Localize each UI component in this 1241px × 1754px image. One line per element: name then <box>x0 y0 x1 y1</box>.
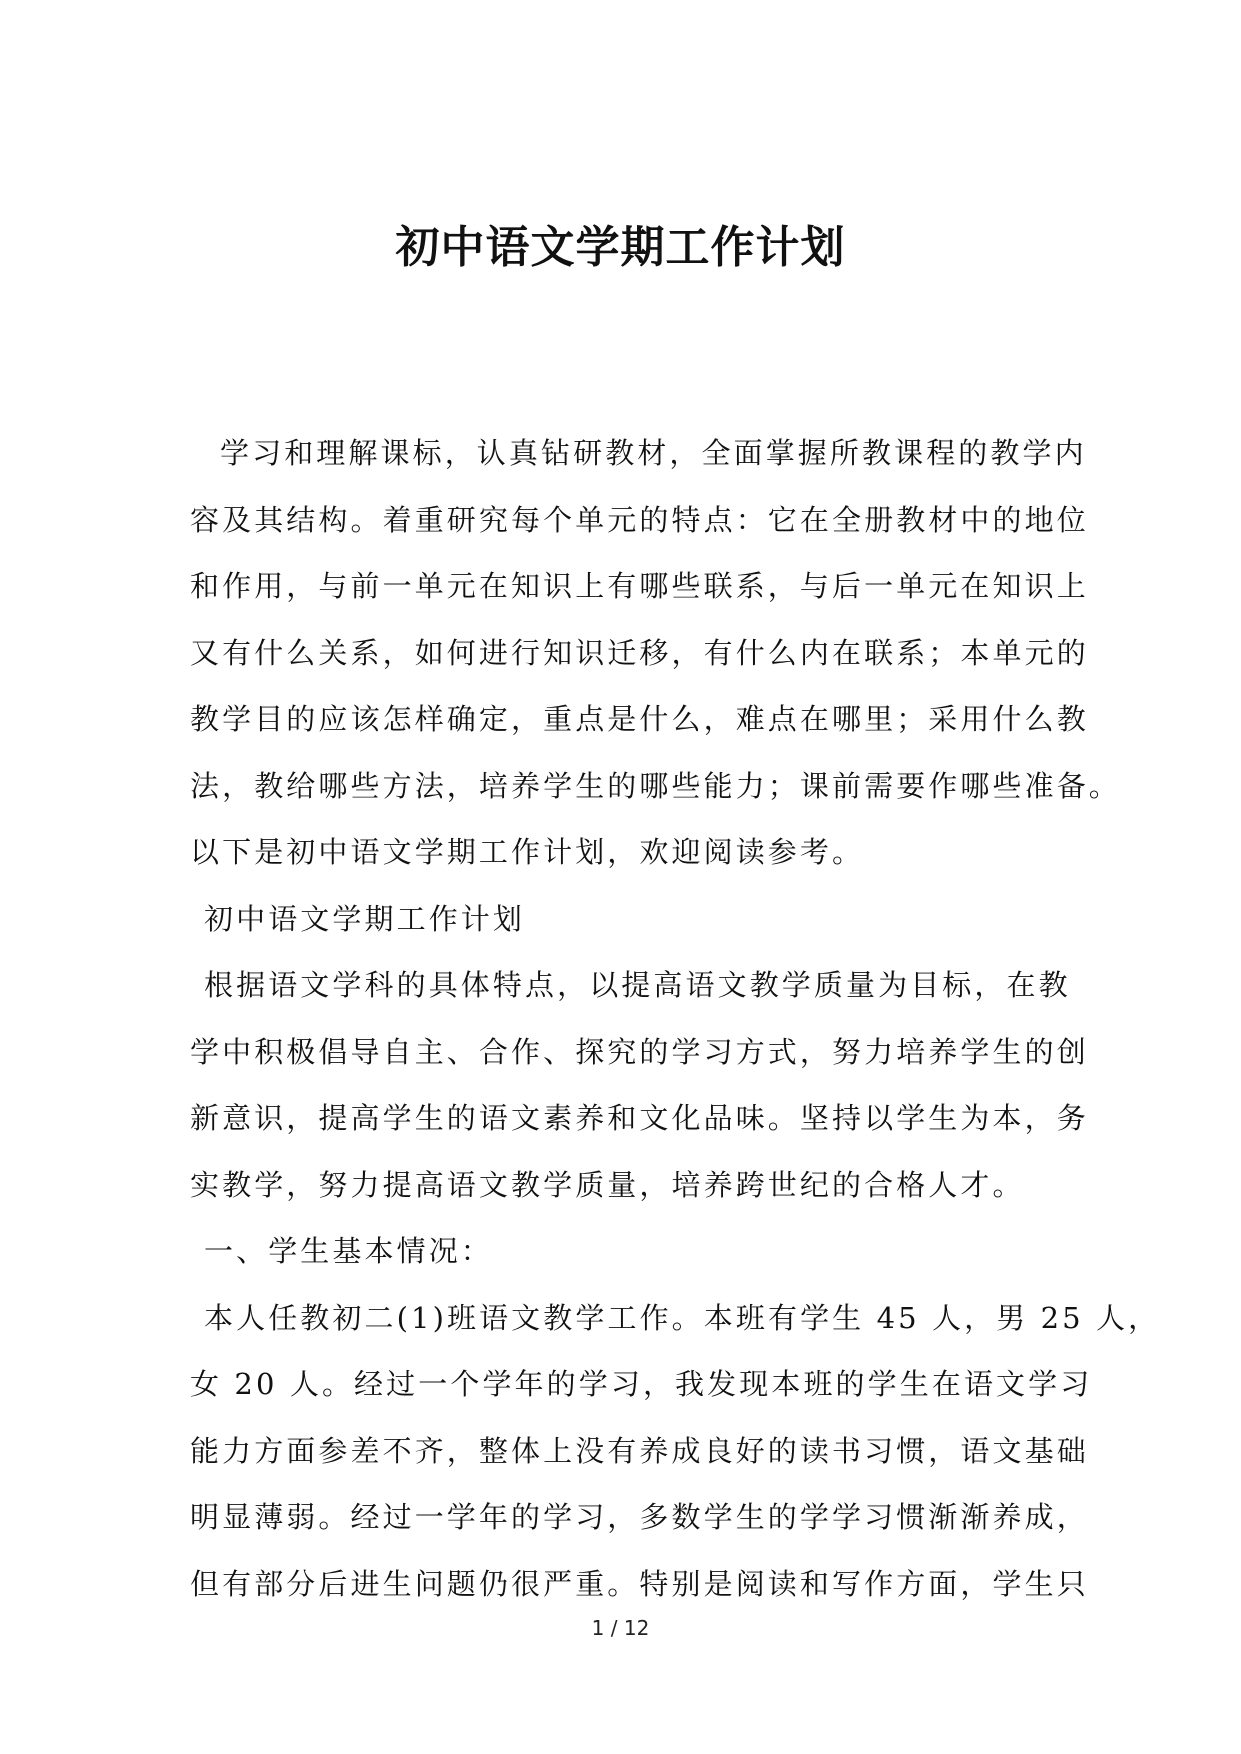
document-body <box>190 420 1161 1617</box>
section-heading: 一、学生基本情况： <box>204 1234 493 1268</box>
document-title: 初中语文学期工作计划 <box>395 222 846 273</box>
text-line: 实教学，努力提高语文教学质量，培养跨世纪的合格人才。 <box>190 1167 1025 1202</box>
text-line: 新意识，提高学生的语文素养和文化品味。坚持以学生为本，务 <box>190 1101 1089 1135</box>
text-line: 学习和理解课标，认真钻研教材，全面掌握所教课程的教学内 <box>220 436 1087 470</box>
text-line: 学中积极倡导自主、合作、探究的学习方式，努力培养学生的创 <box>190 1034 1089 1069</box>
text-line: 容及其结构。着重研究每个单元的特点：它在全册教材中的地位 <box>190 502 1089 537</box>
text-line: 法，教给哪些方法，培养学生的哪些能力；课前需要作哪些准备。 <box>190 768 1121 803</box>
text-line: 本人任教初二(1)班语文教学工作。本班有学生 45 人，男 25 人， <box>204 1300 1161 1335</box>
text-line: 根据语文学科的具体特点，以提高语文教学质量为目标，在教 <box>204 968 1071 1002</box>
text-line: 以下是初中语文学期工作计划，欢迎阅读参考。 <box>190 835 865 869</box>
section-heading: 初中语文学期工作计划 <box>204 901 526 936</box>
page-number: 1 / 12 <box>591 1616 650 1640</box>
text-line: 能力方面参差不齐，整体上没有养成良好的读书习惯，语文基础 <box>190 1433 1089 1468</box>
text-line: 教学目的应该怎样确定，重点是什么，难点在哪里；采用什么教 <box>190 702 1089 736</box>
text-line: 明显薄弱。经过一学年的学习，多数学生的学学习惯渐渐养成， <box>190 1500 1089 1534</box>
text-line: 和作用，与前一单元在知识上有哪些联系，与后一单元在知识上 <box>190 569 1089 603</box>
text-line: 女 20 人。经过一个学年的学习，我发现本班的学生在语文学习 <box>190 1367 1093 1401</box>
text-line: 但有部分后进生问题仍很严重。特别是阅读和写作方面，学生只 <box>190 1566 1089 1601</box>
text-line: 又有什么关系，如何进行知识迁移，有什么内在联系；本单元的 <box>190 635 1089 670</box>
